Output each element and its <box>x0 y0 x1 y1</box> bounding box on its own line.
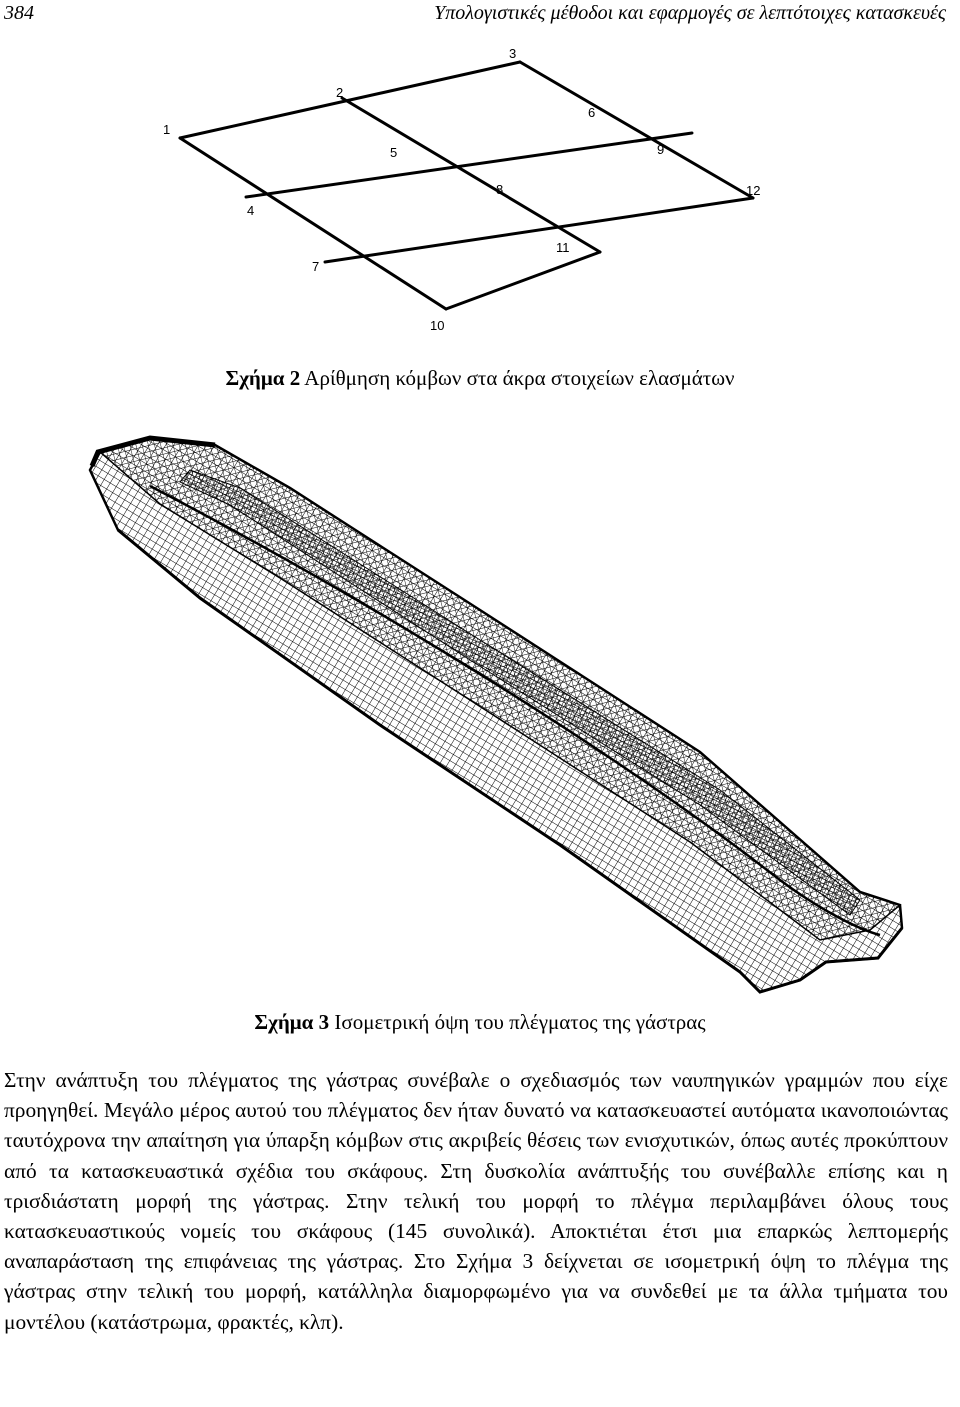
grid-line-col-2 <box>342 98 600 252</box>
grid-line-row-4 <box>446 252 600 309</box>
node-label-2: 2 <box>336 85 344 100</box>
body-paragraph: Στην ανάπτυξη του πλέγματος της γάστρας συνέβαλε ο σχεδιασμός των ναυπηγικών γραμμών που είχε προηγηθεί. Μεγάλο μέρος αυτού του πλέγματος δεν ήταν δυνατό να κατασκευαστεί αυτόματα ικανοποιώντας ταυτόχρονα την απαίτηση για ύπαρξη κόμβων στις ακριβείς θέσεις των ενισχυτικών, όπως αυτές προκύπτουν από τα κατασκευαστικά σχέδια του σκάφους. Στη δυσκολία ανάπτυξής του συνέβαλλε επίσης και η τρισδιάστατη μορφή της γάστρας. Στην τελική του μορφή το πλέγμα περιλαμβάνει όλους τους κατασκευαστικούς νομείς του σκάφους (145 συνολικά). Αποκτιέται έτσι μια επαρκώς λεπτομερής αναπαράσταση της επιφάνειας της γάστρας. Στο Σχήμα 3 δείχνεται σε ισομετρική όψη το πλέγμα της γάστρας στην τελική του μορφή, κατάλληλα διαμορφωμένο για να συνδεθεί με τα άλλα τμήματα του μοντέλου (κατάστρωμα, φρακτές, κλπ). <box>4 1068 948 1334</box>
figure-3-caption-label: Σχήμα 3 <box>254 1010 330 1034</box>
figure-3-caption-text: Ισομετρική όψη του πλέγματος της γάστρας <box>329 1010 706 1034</box>
figure-3-hull-mesh <box>80 420 900 1000</box>
grid-line-col-1 <box>180 138 446 309</box>
node-label-4: 4 <box>247 203 255 218</box>
grid-line-col-3 <box>520 62 753 198</box>
grid-line-row-2 <box>246 133 692 197</box>
figure-2-node-grid <box>160 40 761 340</box>
figure-3-caption <box>0 1010 960 1035</box>
figure-2-caption <box>0 366 960 391</box>
grid-line-row-1 <box>180 62 520 138</box>
node-label-7: 7 <box>312 259 320 274</box>
node-label-3: 3 <box>509 46 517 61</box>
node-label-11: 11 <box>556 240 570 255</box>
node-label-5: 5 <box>390 145 398 160</box>
node-label-10: 10 <box>430 318 445 333</box>
hull-bottom-surface <box>100 438 900 940</box>
node-label-1: 1 <box>163 122 171 137</box>
page-number: 384 <box>4 2 34 24</box>
page-header <box>0 0 960 30</box>
node-label-9: 9 <box>657 142 665 157</box>
figure-2-caption-text: Αρίθμηση κόμβων στα άκρα στοιχείων ελασμάτων <box>300 366 735 390</box>
running-title: Υπολογιστικές μέθοδοι και εφαρμογές σε λεπτότοιχες κατασκευές <box>434 2 946 24</box>
node-label-6: 6 <box>588 105 596 120</box>
node-label-8: 8 <box>496 182 504 197</box>
grid-line-row-3 <box>325 198 753 262</box>
figure-2-caption-label: Σχήμα 2 <box>225 366 301 390</box>
node-label-12: 12 <box>746 183 761 198</box>
